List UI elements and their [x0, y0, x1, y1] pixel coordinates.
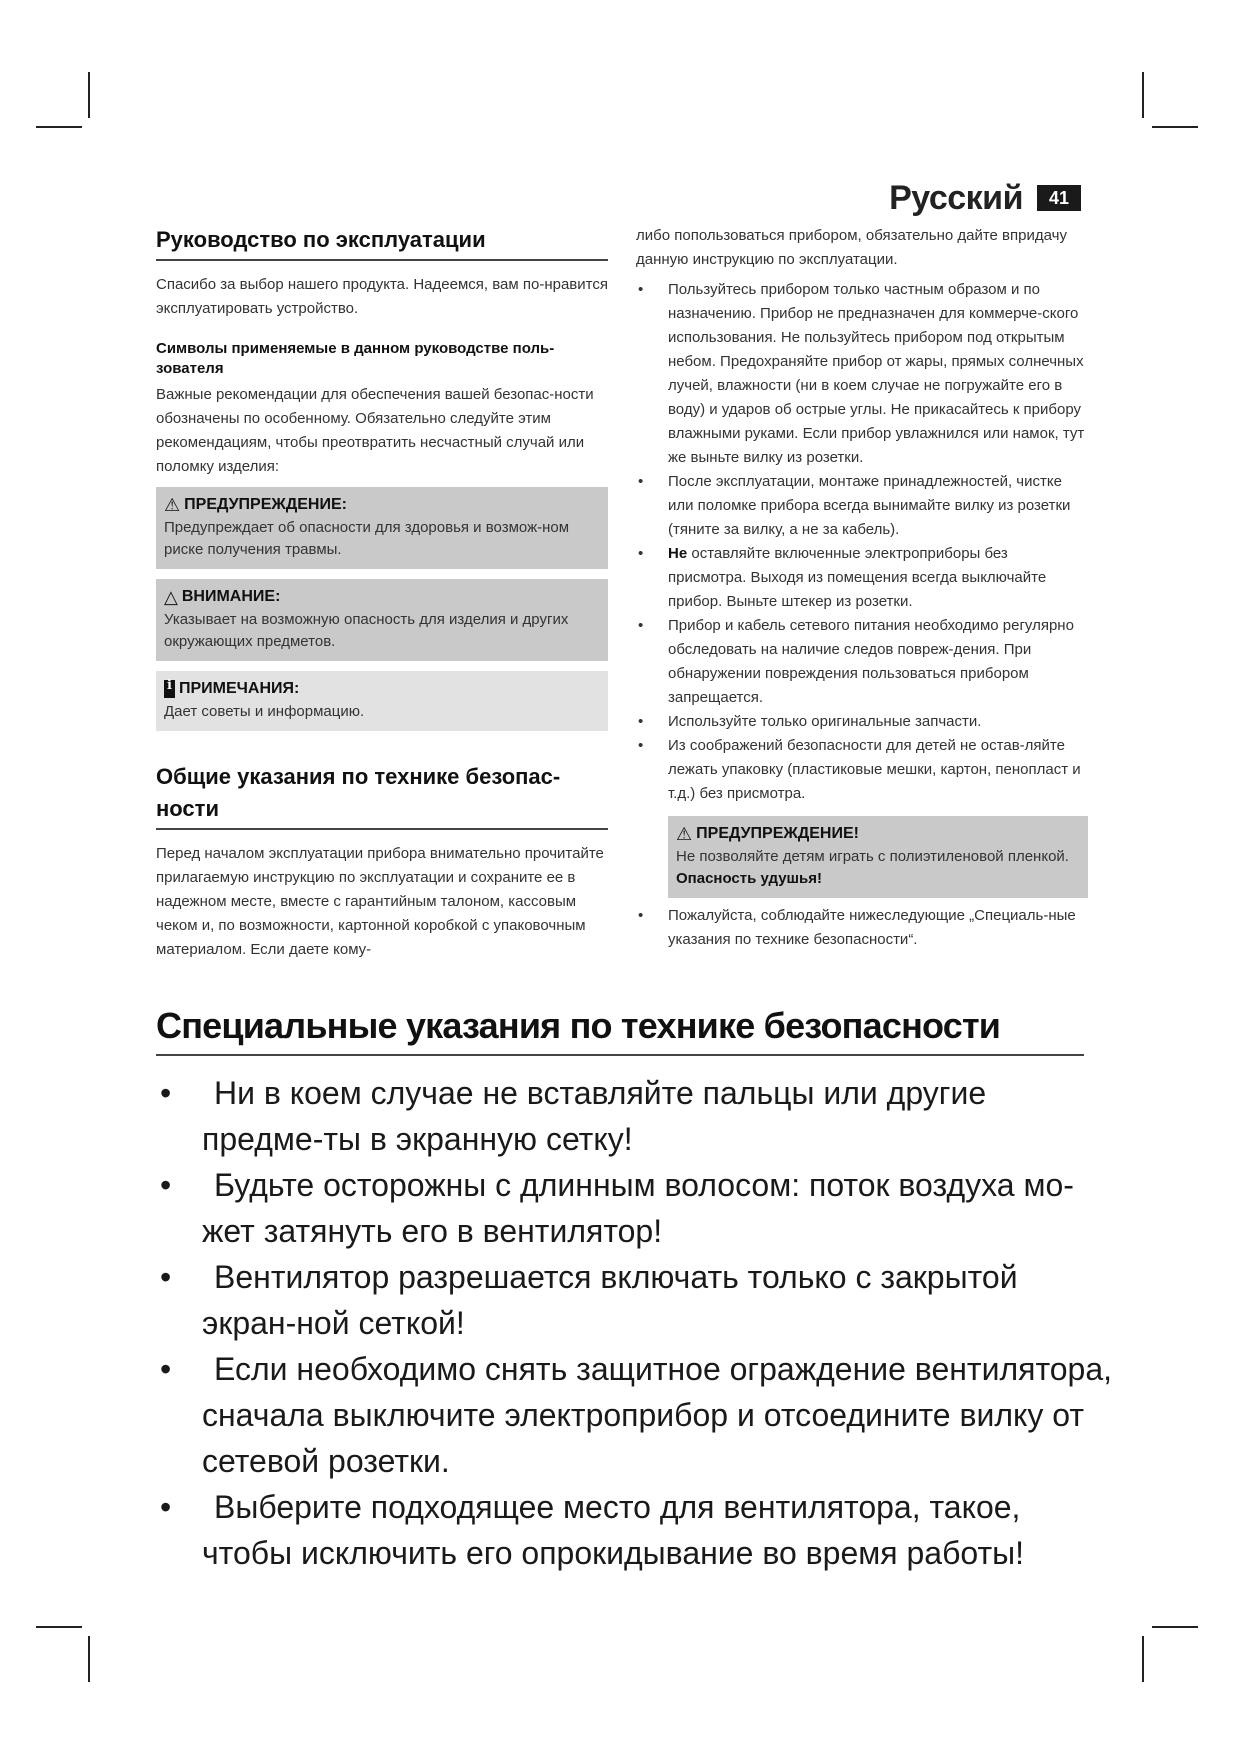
warning2-bold: Опасность удушья! [676, 870, 823, 887]
special-list-item: • Ни в коем случае не вставляйте пальцы или другие предме-ты в экранную сетку! [156, 1070, 1116, 1162]
warning2-label: ПРЕДУПРЕЖДЕНИЕ! [696, 825, 859, 842]
list-item: • После эксплуатации, монтаже принадлежностей, чистке или поломке прибора всегда вынимайте вилку из розетки (тяните за вилку, а не за кабель). [636, 470, 1088, 542]
final-list [636, 904, 1088, 952]
caution-box [156, 579, 608, 661]
note-text: Дает советы и информацию. [164, 703, 365, 720]
bullet-icon: • [160, 1075, 172, 1111]
caution-triangle-icon: △ [164, 587, 178, 607]
left-column [156, 224, 608, 962]
bullet-icon: • [160, 1167, 172, 1203]
crop-mark [1142, 1636, 1144, 1682]
warning-label: ПРЕДУПРЕЖДЕНИЕ: [184, 496, 347, 513]
general-safety-title: Общие указания по технике безопас-ности [156, 761, 608, 830]
list-item: • Не оставляйте включенные электроприборы без присмотра. Выходя из помещения всегда выключайте прибор. Выньте штекер из розетки. [636, 542, 1088, 614]
bullet-icon: • [638, 907, 644, 924]
bullet-icon: • [160, 1489, 172, 1525]
intro-text: Спасибо за выбор нашего продукта. Надеемся, вам по-нравится эксплуатировать устройство. [156, 276, 608, 317]
list-item: • Пользуйтесь прибором только частным образом и по назначению. Прибор не предназначен для коммерче-ского использования. Не пользуйтесь прибором под открытым небом. Предохраняйте прибор от жары, прямых солнечных лучей, влажности (ни в коем случае не погружайте его в воду) и ударов об острые углы. Не прикасайтесь к прибору влажными руками. Если прибор увлажнился или намок, тут же выньте вилку из розетки. [636, 278, 1088, 470]
warning2-text: Не позволяйте детям играть с полиэтиленовой пленкой. [676, 848, 1069, 865]
language-title: Русский [889, 178, 1023, 217]
page-header [889, 178, 1081, 218]
crop-mark [36, 1626, 82, 1628]
bullet-icon: • [638, 617, 644, 634]
warning-box-children [668, 816, 1088, 898]
special-list-item: • Вентилятор разрешается включать только с закрытой экран-ной сеткой! [156, 1254, 1116, 1346]
symbols-text: Важные рекомендации для обеспечения вашей безопас-ности обозначены по особенному. Обязательно следуйте этим рекомендациям, чтобы преотвратить несчастный случай или поломку изделия: [156, 386, 594, 475]
safety-list [636, 278, 1088, 806]
list-item: • Прибор и кабель сетевого питания необходимо регулярно обследовать на наличие следов повреж-дения. При обнаружении повреждения пользоваться прибором запрещается. [636, 614, 1088, 710]
crop-mark [1152, 126, 1198, 128]
list-item: • Пожалуйста, соблюдайте нижеследующие „Специаль-ные указания по технике безопасности“. [636, 904, 1088, 952]
bullet-icon: • [638, 737, 644, 754]
warning-text: Предупреждает об опасности для здоровья и возмож-ном риске получения травмы. [164, 519, 570, 558]
special-safety-list [156, 1070, 1116, 1576]
caution-text: Указывает на возможную опасность для изделия и других окружающих предметов. [164, 611, 569, 650]
special-safety-title: Специальные указания по технике безопасности [156, 1002, 1084, 1056]
crop-mark [1142, 72, 1144, 118]
special-list-item: • Если необходимо снять защитное ограждение вентилятора, сначала выключите электроприбор и отсоедините вилку от сетевой розетки. [156, 1346, 1116, 1484]
crop-mark [88, 1636, 90, 1682]
manual-title: Руководство по эксплуатации [156, 224, 608, 261]
note-box [156, 671, 608, 731]
caution-label: ВНИМАНИЕ: [181, 588, 281, 605]
bullet-icon: • [160, 1259, 172, 1295]
list-item: • Используйте только оригинальные запчасти. [636, 710, 1088, 734]
special-list-item: • Будьте осторожны с длинным волосом: поток воздуха мо-жет затянуть его в вентилятор! [156, 1162, 1116, 1254]
special-list-item: • Выберите подходящее место для вентилятора, такое, чтобы исключить его опрокидывание во время работы! [156, 1484, 1116, 1576]
bullet-icon: • [160, 1351, 172, 1387]
crop-mark [88, 72, 90, 118]
warning-triangle-icon: ⚠ [676, 824, 693, 844]
right-column [636, 224, 1088, 952]
bullet-icon: • [638, 545, 644, 562]
info-icon: i [164, 680, 175, 698]
bullet-icon: • [638, 281, 644, 298]
general-safety-text: Перед началом эксплуатации прибора внимательно прочитайте прилагаемую инструкцию по эксплуатации и сохраните ее в надежном месте, вместе с гарантийным талоном, кассовым чеком и, по возможности, картонной коробкой с упаковочным материалом. Если даете кому- [156, 845, 604, 958]
crop-mark [36, 126, 82, 128]
list-item: • Из соображений безопасности для детей не остав-ляйте лежать упаковку (пластиковые мешки, картон, пенопласт и т.д.) без присмотра. [636, 734, 1088, 806]
warning-box [156, 487, 608, 569]
symbols-heading: Символы применяемые в данном руководстве поль-зователя [156, 340, 555, 377]
bullet-icon: • [638, 473, 644, 490]
page-number: 41 [1037, 185, 1081, 211]
bullet-icon: • [638, 713, 644, 730]
note-label: ПРИМЕЧАНИЯ: [179, 680, 300, 697]
crop-mark [1152, 1626, 1198, 1628]
continuation-text: либо попользоваться прибором, обязательно дайте впридачу данную инструкцию по эксплуатации. [636, 227, 1067, 268]
warning-triangle-icon: ⚠ [164, 495, 181, 515]
